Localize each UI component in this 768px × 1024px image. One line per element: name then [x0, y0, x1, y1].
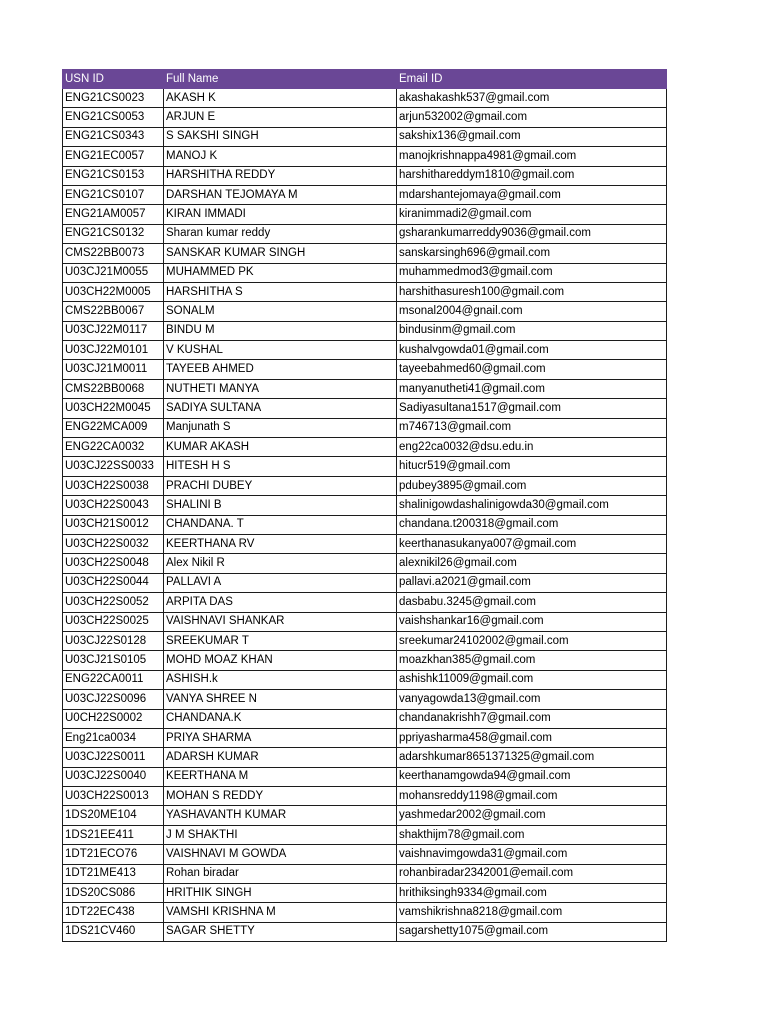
table-row	[63, 399, 667, 418]
full-name-cell: KEERTHANA M	[164, 767, 397, 786]
table-row	[63, 690, 667, 709]
usn-id-cell: U03CJ22M0117	[63, 321, 164, 340]
table-row	[63, 612, 667, 631]
table-row	[63, 244, 667, 263]
full-name-cell: VAISHNAVI SHANKAR	[164, 612, 397, 631]
email-id-cell: chandana.t200318@gmail.com	[397, 515, 667, 534]
student-email-table	[62, 69, 667, 942]
full-name-cell: ARJUN E	[164, 108, 397, 127]
usn-id-cell: U03CH22S0052	[63, 593, 164, 612]
usn-id-cell: ENG21CS0023	[63, 89, 164, 108]
full-name-cell: CHANDANA. T	[164, 515, 397, 534]
table-row	[63, 573, 667, 592]
usn-id-cell: U03CH22S0048	[63, 554, 164, 573]
table-row	[63, 534, 667, 553]
usn-id-cell: 1DS21EE411	[63, 825, 164, 844]
usn-id-cell: CMS22BB0073	[63, 244, 164, 263]
email-id-cell: manojkrishnappa4981@gmail.com	[397, 147, 667, 166]
email-id-cell: msonal2004@gnail.com	[397, 302, 667, 321]
email-id-cell: kiranimmadi2@gmail.com	[397, 205, 667, 224]
table-row	[63, 903, 667, 922]
email-id-cell: mohansreddy1198@gmail.com	[397, 787, 667, 806]
full-name-cell: HITESH H S	[164, 457, 397, 476]
full-name-cell: SREEKUMAR T	[164, 631, 397, 650]
full-name-cell: V KUSHAL	[164, 341, 397, 360]
usn-id-cell: ENG22CA0011	[63, 670, 164, 689]
full-name-cell: MANOJ K	[164, 147, 397, 166]
email-id-cell: keerthanamgowda94@gmail.com	[397, 767, 667, 786]
email-id-cell: pdubey3895@gmail.com	[397, 476, 667, 495]
usn-id-cell: U03CH22S0044	[63, 573, 164, 592]
full-name-cell: SAGAR SHETTY	[164, 922, 397, 941]
table-row	[63, 127, 667, 146]
header-row	[63, 70, 667, 89]
usn-id-cell: ENG21CS0153	[63, 166, 164, 185]
full-name-cell: AKASH K	[164, 89, 397, 108]
usn-id-cell: ENG21CS0053	[63, 108, 164, 127]
usn-id-cell: ENG21CS0107	[63, 185, 164, 204]
table-row	[63, 767, 667, 786]
full-name-cell: HARSHITHA S	[164, 282, 397, 301]
usn-id-cell: U03CJ22S0040	[63, 767, 164, 786]
usn-id-cell: U03CH22S0013	[63, 787, 164, 806]
email-id-cell: hitucr519@gmail.com	[397, 457, 667, 476]
email-id-cell: sreekumar24102002@gmail.com	[397, 631, 667, 650]
full-name-cell: PRACHI DUBEY	[164, 476, 397, 495]
usn-id-cell: 1DT21ME413	[63, 864, 164, 883]
full-name-cell: MOHAN S REDDY	[164, 787, 397, 806]
email-id-cell: vanyagowda13@gmail.com	[397, 690, 667, 709]
table-row	[63, 864, 667, 883]
usn-id-cell: U03CJ22M0101	[63, 341, 164, 360]
table-row	[63, 631, 667, 650]
usn-id-cell: 1DT21ECO76	[63, 845, 164, 864]
full-name-cell: PALLAVI A	[164, 573, 397, 592]
full-name-cell: ADARSH KUMAR	[164, 748, 397, 767]
table-row	[63, 224, 667, 243]
usn-id-cell: ENG21CS0343	[63, 127, 164, 146]
email-id-cell: ppriyasharma458@gmail.com	[397, 728, 667, 747]
table-row	[63, 108, 667, 127]
email-id-cell: akashakashk537@gmail.com	[397, 89, 667, 108]
email-id-cell: moazkhan385@gmail.com	[397, 651, 667, 670]
email-id-cell: sakshix136@gmail.com	[397, 127, 667, 146]
email-id-cell: harshithasuresh100@gmail.com	[397, 282, 667, 301]
full-name-cell: KUMAR AKASH	[164, 438, 397, 457]
table-row	[63, 341, 667, 360]
usn-id-cell: ENG22CA0032	[63, 438, 164, 457]
table-row	[63, 748, 667, 767]
full-name-cell: KEERTHANA RV	[164, 534, 397, 553]
usn-id-cell: U03CH22M0005	[63, 282, 164, 301]
table-row	[63, 282, 667, 301]
usn-id-cell: U0CH22S0002	[63, 709, 164, 728]
table-row	[63, 321, 667, 340]
full-name-cell: Rohan biradar	[164, 864, 397, 883]
table-row	[63, 185, 667, 204]
email-id-cell: Sadiyasultana1517@gmail.com	[397, 399, 667, 418]
full-name-cell: PRIYA SHARMA	[164, 728, 397, 747]
usn-id-cell: U03CH22S0032	[63, 534, 164, 553]
email-id-cell: arjun532002@gmail.com	[397, 108, 667, 127]
email-id-cell: rohanbiradar2342001@email.com	[397, 864, 667, 883]
table-row	[63, 147, 667, 166]
table-row	[63, 825, 667, 844]
email-id-cell: keerthanasukanya007@gmail.com	[397, 534, 667, 553]
usn-id-cell: U03CJ22SS0033	[63, 457, 164, 476]
table-row	[63, 166, 667, 185]
full-name-cell: KIRAN IMMADI	[164, 205, 397, 224]
table-row	[63, 89, 667, 108]
table-row	[63, 845, 667, 864]
table-row	[63, 457, 667, 476]
email-id-cell: eng22ca0032@dsu.edu.in	[397, 438, 667, 457]
full-name-cell: VANYA SHREE N	[164, 690, 397, 709]
full-name-cell: J M SHAKTHI	[164, 825, 397, 844]
email-id-cell: chandanakrishh7@gmail.com	[397, 709, 667, 728]
table-row	[63, 709, 667, 728]
full-name-cell: Sharan kumar reddy	[164, 224, 397, 243]
full-name-cell: MUHAMMED PK	[164, 263, 397, 282]
full-name-cell: SADIYA SULTANA	[164, 399, 397, 418]
table-row	[63, 670, 667, 689]
email-id-cell: ashishk11009@gmail.com	[397, 670, 667, 689]
email-id-cell: muhammedmod3@gmail.com	[397, 263, 667, 282]
full-name-cell: DARSHAN TEJOMAYA M	[164, 185, 397, 204]
usn-id-cell: ENG21CS0132	[63, 224, 164, 243]
table-row	[63, 476, 667, 495]
table-row	[63, 922, 667, 941]
table-row	[63, 593, 667, 612]
table-row	[63, 806, 667, 825]
email-id-cell: hrithiksingh9334@gmail.com	[397, 884, 667, 903]
email-id-cell: alexnikil26@gmail.com	[397, 554, 667, 573]
table-header	[63, 70, 667, 89]
email-id-cell: mdarshantejomaya@gmail.com	[397, 185, 667, 204]
full-name-cell: SONALM	[164, 302, 397, 321]
usn-id-cell: U03CJ22S0128	[63, 631, 164, 650]
email-id-cell: yashmedar2002@gmail.com	[397, 806, 667, 825]
email-id-cell: pallavi.a2021@gmail.com	[397, 573, 667, 592]
table-row	[63, 263, 667, 282]
usn-id-cell: U03CH22S0038	[63, 476, 164, 495]
email-id-cell: harshithareddym1810@gmail.com	[397, 166, 667, 185]
usn-id-cell: ENG21AM0057	[63, 205, 164, 224]
usn-id-cell: U03CH21S0012	[63, 515, 164, 534]
usn-id-cell: CMS22BB0068	[63, 379, 164, 398]
full-name-cell: VAISHNAVI M GOWDA	[164, 845, 397, 864]
table-row	[63, 360, 667, 379]
table-row	[63, 884, 667, 903]
full-name-cell: YASHAVANTH KUMAR	[164, 806, 397, 825]
email-id-cell: manyanutheti41@gmail.com	[397, 379, 667, 398]
email-id-cell: m746713@gmail.com	[397, 418, 667, 437]
email-id-cell: adarshkumar8651371325@gmail.com	[397, 748, 667, 767]
email-id-cell: tayeebahmed60@gmail.com	[397, 360, 667, 379]
email-id-cell: vaishshankar16@gmail.com	[397, 612, 667, 631]
table-row	[63, 205, 667, 224]
full-name-cell: HARSHITHA REDDY	[164, 166, 397, 185]
full-name-cell: TAYEEB AHMED	[164, 360, 397, 379]
usn-id-cell: ENG21EC0057	[63, 147, 164, 166]
usn-id-cell: Eng21ca0034	[63, 728, 164, 747]
full-name-cell: HRITHIK SINGH	[164, 884, 397, 903]
table-row	[63, 302, 667, 321]
table-row	[63, 496, 667, 515]
table-row	[63, 728, 667, 747]
table-row	[63, 438, 667, 457]
full-name-cell: MOHD MOAZ KHAN	[164, 651, 397, 670]
usn-id-cell: CMS22BB0067	[63, 302, 164, 321]
email-id-cell: shalinigowdashalinigowda30@gmail.com	[397, 496, 667, 515]
usn-id-cell: U03CJ21M0055	[63, 263, 164, 282]
email-id-cell: bindusinm@gmail.com	[397, 321, 667, 340]
usn-id-cell: 1DS20CS086	[63, 884, 164, 903]
email-id-cell: dasbabu.3245@gmail.com	[397, 593, 667, 612]
email-id-cell: shakthijm78@gmail.com	[397, 825, 667, 844]
table-body	[63, 89, 667, 942]
table-row	[63, 379, 667, 398]
usn-id-cell: 1DS21CV460	[63, 922, 164, 941]
email-id-cell: vaishnavimgowda31@gmail.com	[397, 845, 667, 864]
table-row	[63, 554, 667, 573]
table-row	[63, 651, 667, 670]
usn-id-cell: ENG22MCA009	[63, 418, 164, 437]
email-id-cell: gsharankumarreddy9036@gmail.com	[397, 224, 667, 243]
full-name-cell: SHALINI B	[164, 496, 397, 515]
usn-id-cell: U03CH22M0045	[63, 399, 164, 418]
column-header-full-name: Full Name	[164, 70, 397, 89]
full-name-cell: S SAKSHI SINGH	[164, 127, 397, 146]
usn-id-cell: U03CJ22S0096	[63, 690, 164, 709]
table-row	[63, 418, 667, 437]
usn-id-cell: U03CJ21M0011	[63, 360, 164, 379]
usn-id-cell: U03CJ22S0011	[63, 748, 164, 767]
table-row	[63, 515, 667, 534]
usn-id-cell: U03CH22S0025	[63, 612, 164, 631]
column-header-email-id: Email ID	[397, 70, 667, 89]
full-name-cell: VAMSHI KRISHNA M	[164, 903, 397, 922]
usn-id-cell: 1DS20ME104	[63, 806, 164, 825]
email-id-cell: kushalvgowda01@gmail.com	[397, 341, 667, 360]
usn-id-cell: U03CJ21S0105	[63, 651, 164, 670]
full-name-cell: Manjunath S	[164, 418, 397, 437]
full-name-cell: BINDU M	[164, 321, 397, 340]
usn-id-cell: 1DT22EC438	[63, 903, 164, 922]
full-name-cell: Alex Nikil R	[164, 554, 397, 573]
email-id-cell: sagarshetty1075@gmail.com	[397, 922, 667, 941]
usn-id-cell: U03CH22S0043	[63, 496, 164, 515]
full-name-cell: ASHISH.k	[164, 670, 397, 689]
email-id-cell: sanskarsingh696@gmail.com	[397, 244, 667, 263]
full-name-cell: SANSKAR KUMAR SINGH	[164, 244, 397, 263]
full-name-cell: ARPITA DAS	[164, 593, 397, 612]
table-row	[63, 787, 667, 806]
full-name-cell: CHANDANA.K	[164, 709, 397, 728]
email-id-cell: vamshikrishna8218@gmail.com	[397, 903, 667, 922]
full-name-cell: NUTHETI MANYA	[164, 379, 397, 398]
column-header-usn-id: USN ID	[63, 70, 164, 89]
